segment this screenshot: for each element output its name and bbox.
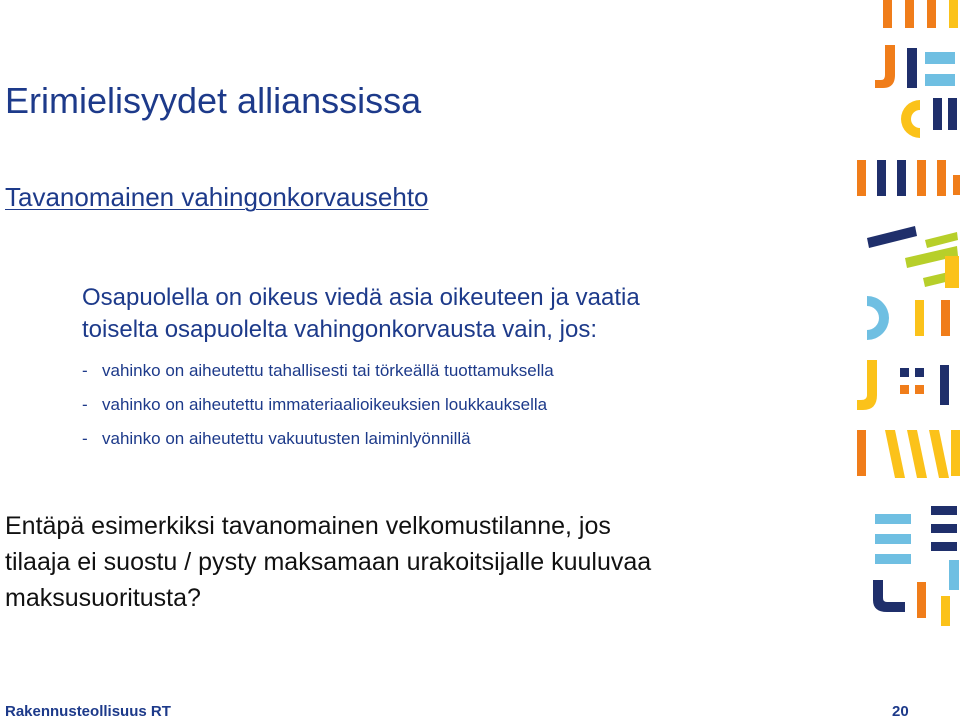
list-item [82,354,554,388]
paragraph-line: tilaaja ei suostu / pysty maksamaan urakoitsijalle kuuluvaa [5,548,652,576]
footer-organization: Rakennusteollisuus RT [5,703,171,720]
paragraph-line: Entäpä esimerkiksi tavanomainen velkomustilanne, jos [5,512,611,540]
intro-line: toiselta osapuolelta vahingonkorvausta vain, jos: [82,316,597,343]
paragraph-line: maksusuoritusta? [5,584,201,612]
list-dash: - [82,395,88,414]
slide-subtitle: Tavanomainen vahingonkorvausehto [5,182,429,212]
list-dash: - [82,361,88,380]
list-item-text: vahinko on aiheutettu vakuutusten laiminlyönnillä [102,429,471,448]
list-item [82,422,554,456]
brand-pattern-graphic [845,0,960,640]
list-item [82,388,554,422]
intro-line: Osapuolella on oikeus viedä asia oikeuteen ja vaatia [82,284,640,311]
condition-list [82,354,554,456]
intro-text [82,282,640,346]
question-paragraph [5,508,651,616]
list-dash: - [82,429,88,448]
slide-title: Erimielisyydet allianssissa [5,80,422,121]
list-item-text: vahinko on aiheutettu tahallisesti tai törkeällä tuottamuksella [102,361,554,380]
page-number: 20 [892,703,909,720]
list-item-text: vahinko on aiheutettu immateriaalioikeuksien loukkauksella [102,395,548,414]
